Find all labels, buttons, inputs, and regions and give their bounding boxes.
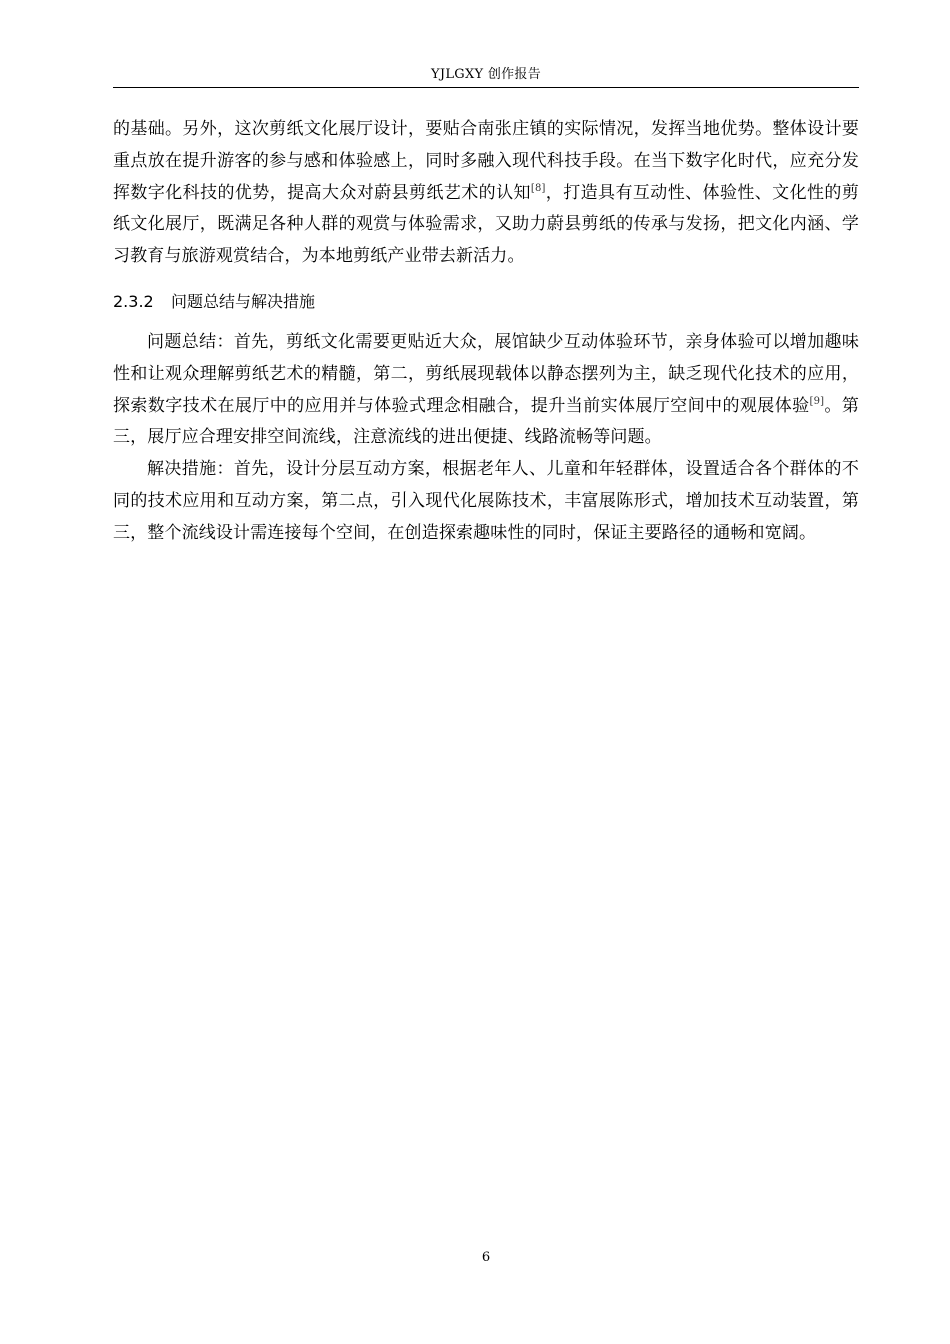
- running-header: [113, 66, 859, 84]
- page-number: [113, 1249, 859, 1267]
- paragraph-solutions: [113, 454, 859, 549]
- paragraph-text: 问题总结：首先，剪纸文化需要更贴近大众，展馆缺少互动体验环节，亲身体验可以增加趣味性和让观众理解剪纸艺术的精髓，第二，剪纸展现载体以静态摆列为主，缺乏现代化技术的应用，探索数字技术在展厅中的应用并与体验式理念相融合，提升当前实体展厅空间中的观展体验: [113, 331, 859, 416]
- paragraph-text: ，打造具有互动性、体验性、文化性的剪纸文化展厅，既满足各种人群的观赏与体验需求，又助力蔚县剪纸的传承与发扬，把文化内涵、学习教育与旅游观赏结合，为本地剪纸产业带去新活力。: [113, 182, 859, 267]
- header-title: YJLGXY 创作报告: [430, 67, 542, 82]
- citation-marker: [8]: [530, 182, 546, 194]
- page-number-text: 6: [481, 1250, 491, 1265]
- section-title: 问题总结与解决措施: [171, 291, 316, 311]
- paragraph-problem-summary: [113, 327, 859, 454]
- paragraph-text: 解决措施：首先，设计分层互动方案，根据老年人、儿童和年轻群体，设置适合各个群体的不同的技术应用和互动方案，第二点，引入现代化展陈技术，丰富展陈形式，增加技术互动装置，第三，整个流线设计需连接每个空间，在创造探索趣味性的同时，保证主要路径的通畅和宽阔。: [113, 459, 859, 543]
- document-body: [113, 114, 859, 550]
- section-number: 2.3.2: [113, 291, 154, 311]
- citation-marker: [9]: [809, 395, 825, 407]
- paragraph-continuation: [113, 114, 859, 273]
- header-divider: [113, 87, 859, 88]
- section-heading: [113, 291, 859, 313]
- paragraph-text: 的基础。另外，这次剪纸文化展厅设计，要贴合南张庄镇的实际情况，发挥当地优势。整体设计要重点放在提升游客的参与感和体验感上，同时多融入现代科技手段。在当下数字化时代，应充分发挥数字化科技的优势，提高大众对蔚县剪纸艺术的认知: [113, 119, 859, 203]
- paragraph-text: 。第三，展厅应合理安排空间流线，注意流线的进出便捷、线路流畅等问题。: [113, 395, 859, 448]
